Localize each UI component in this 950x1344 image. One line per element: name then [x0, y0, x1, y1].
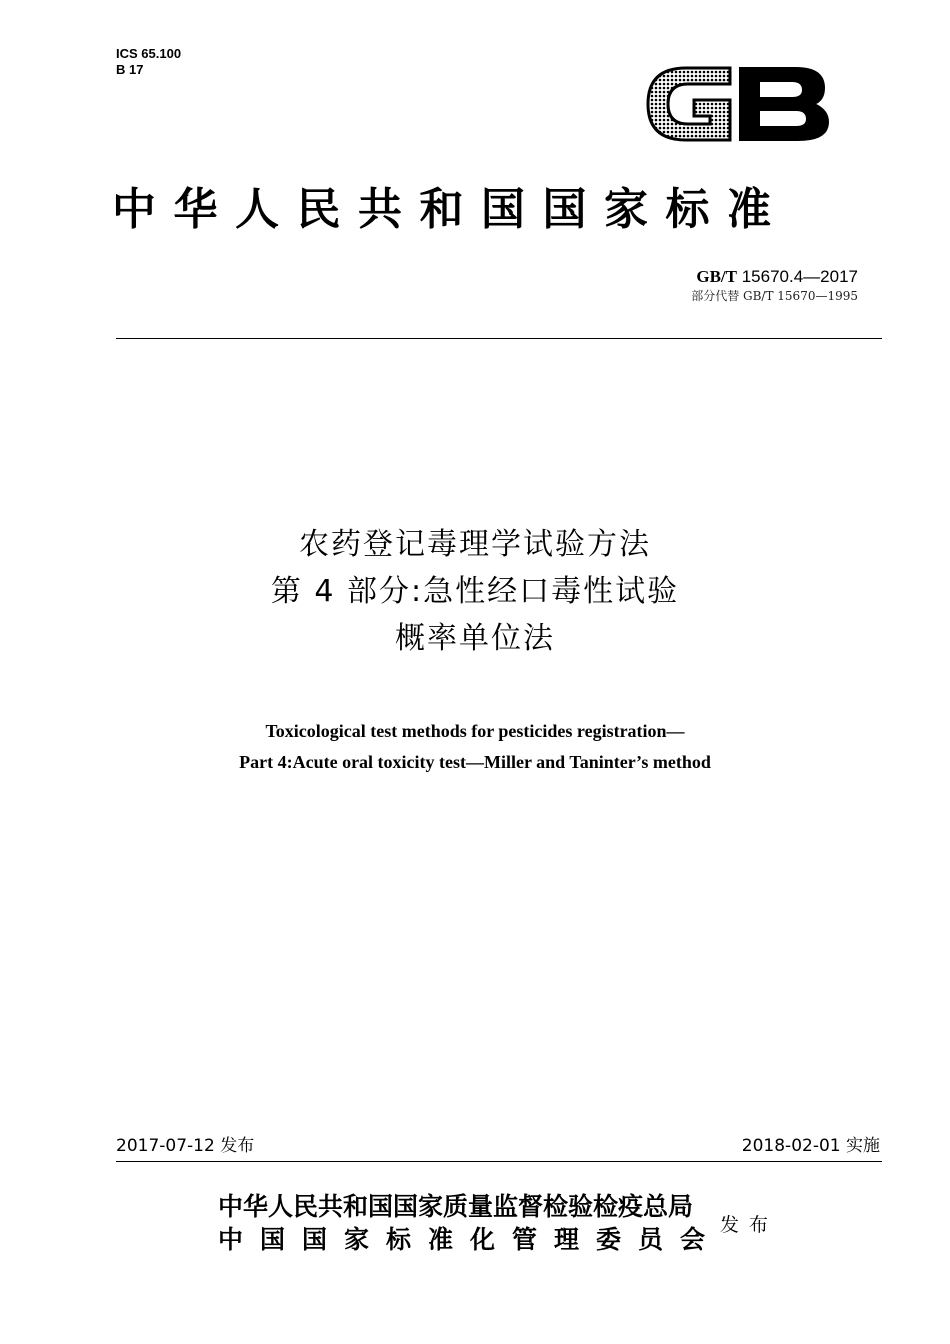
- ics-code-block: [116, 46, 181, 78]
- issuer-aqsiq: 中华人民共和国国家质量监督检验检疫总局: [218, 1192, 694, 1221]
- ics-code: ICS 65.100: [116, 46, 182, 61]
- standard-code: 15670.4—2017: [741, 267, 858, 286]
- issuer-sac: 中国国家标准化管理委员会: [218, 1225, 723, 1254]
- bottom-divider: [116, 1161, 882, 1162]
- implementation-date: 2018-02-01 实施: [741, 1136, 880, 1156]
- national-standard-heading: 中华人民共和国国家标准: [112, 184, 789, 235]
- standard-number: [691, 266, 858, 288]
- replaces-note: 部分代替 GB/T 15670—1995: [691, 289, 858, 303]
- top-divider: [116, 338, 882, 339]
- gb-logo: [646, 58, 830, 150]
- english-title-line-1: Toxicological test methods for pesticides registration—: [265, 721, 685, 741]
- ccs-code: B 17: [116, 62, 144, 77]
- release-label: 发布: [720, 1214, 779, 1236]
- standard-prefix: GB/T: [696, 267, 737, 286]
- english-title-line-2: Part 4:Acute oral toxicity test—Miller and Taninter’s method: [239, 752, 711, 772]
- chinese-title-line-2: 第 4 部分:急性经口毒性试验: [270, 574, 680, 609]
- english-title: [0, 716, 950, 778]
- standard-number-block: [691, 266, 858, 304]
- chinese-title-line-3: 概率单位法: [395, 621, 555, 656]
- issue-date: 2017-07-12 发布: [116, 1136, 255, 1156]
- issuing-authorities: [218, 1190, 722, 1256]
- chinese-title: [0, 521, 950, 662]
- chinese-title-line-1: 农药登记毒理学试验方法: [299, 527, 651, 562]
